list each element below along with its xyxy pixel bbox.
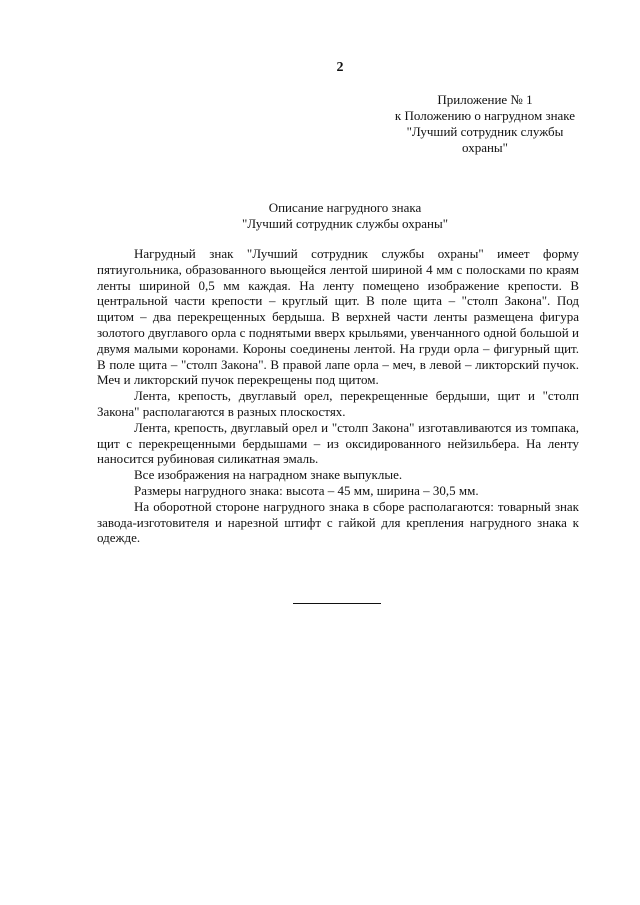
title-line: Описание нагрудного знака [268, 200, 422, 215]
paragraph: Все изображения на наградном знаке выпуклые. [134, 467, 403, 483]
document-title [180, 200, 510, 232]
appendix-line: Приложение № 1 [437, 92, 533, 107]
paragraph: Лента, крепость, двуглавый орел и "столп Закона" изготавливаются из томпака, щит с перекрещенными бердышами – из оксидированного нейзильбера. На ленту наносится рубиновая силикатная эмаль. [97, 419, 579, 467]
appendix-line: к Положению о нагрудном знаке [394, 108, 576, 123]
appendix-line: охраны" [462, 140, 508, 155]
paragraph: Размеры нагрудного знака: высота – 45 мм, ширина – 30,5 мм. [134, 482, 479, 498]
paragraph: На оборотной стороне нагрудного знака в сборе располагаются: товарный знак завода-изготовителя и нарезной штифт с гайкой для крепления нагрудного знака к одежде. [97, 498, 579, 546]
appendix-header [385, 92, 585, 156]
page-number: 2 [336, 60, 344, 75]
appendix-line: "Лучший сотрудник службы [406, 124, 564, 139]
paragraph: Лента, крепость, двуглавый орел, перекрещенные бердыши, щит и "столп Закона" располагаются в разных плоскостях. [97, 388, 579, 419]
paragraph: Нагрудный знак "Лучший сотрудник службы охраны" имеет форму пятиугольника, образованного вьющейся лентой шириной 4 мм с полосками по краям ленты шириной 0,5 мм каждая. На ленту помещено изображение крепости. В центральной части крепости – круглый щит. В поле щита – "столп Закона". Под щитом – два перекрещенных бердыша. В верхней части ленты размещена фигура золотого двуглавого орла с поднятыми вверх крыльями, увенчанного одной большой и двумя малыми коронами. Короны соединены лентой. На груди орла – фигурный щит. В поле щита – "столп Закона". В правой лапе орла – меч, в левой – ликторский пучок. Меч и ликторский пучок перекрещены под щитом. [97, 246, 579, 388]
title-line: "Лучший сотрудник службы охраны" [242, 216, 448, 231]
end-divider [293, 603, 381, 604]
body-text [97, 246, 579, 546]
